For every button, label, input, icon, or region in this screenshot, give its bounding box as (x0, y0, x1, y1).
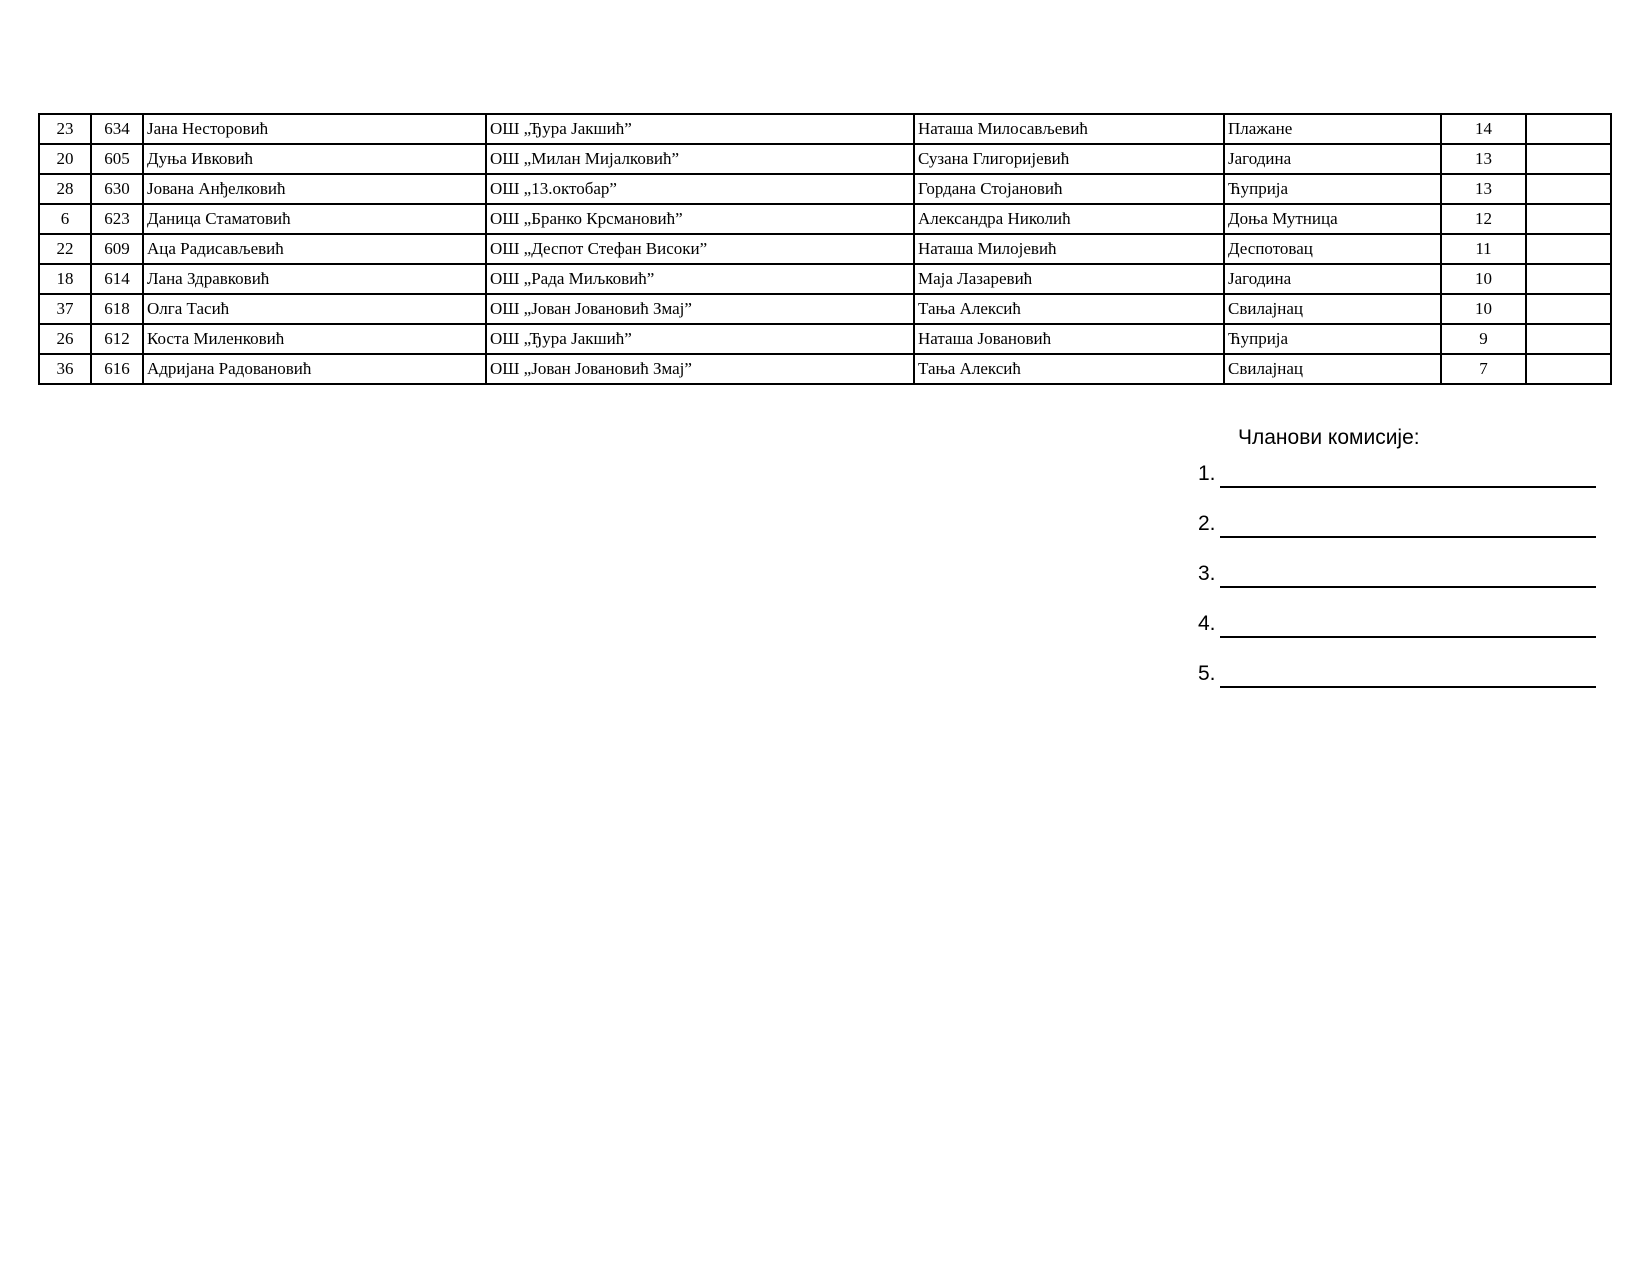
cell-points: 12 (1441, 204, 1526, 234)
signature-line (1198, 658, 1608, 688)
table-row (39, 294, 1611, 324)
cell-rank: 26 (39, 324, 91, 354)
cell-school: ОШ „Милан Мијалковић” (486, 144, 914, 174)
cell-place: Јагодина (1224, 144, 1441, 174)
cell-note (1526, 234, 1611, 264)
cell-rank: 36 (39, 354, 91, 384)
cell-note (1526, 324, 1611, 354)
cell-student-name: Даница Стаматовић (143, 204, 486, 234)
results-table (38, 113, 1612, 385)
cell-student-name: Олга Тасић (143, 294, 486, 324)
cell-school: ОШ „Ђура Јакшић” (486, 114, 914, 144)
cell-place: Свилајнац (1224, 294, 1441, 324)
cell-note (1526, 144, 1611, 174)
cell-rank: 23 (39, 114, 91, 144)
cell-school: ОШ „Јован Јовановић Змај” (486, 294, 914, 324)
cell-teacher: Александра Николић (914, 204, 1224, 234)
cell-teacher: Наташа Милосављевић (914, 114, 1224, 144)
cell-school: ОШ „Јован Јовановић Змај” (486, 354, 914, 384)
cell-rank: 6 (39, 204, 91, 234)
table-row (39, 354, 1611, 384)
signature-number: 5. (1198, 662, 1216, 685)
cell-place: Деспотовац (1224, 234, 1441, 264)
cell-place: Свилајнац (1224, 354, 1441, 384)
cell-code: 618 (91, 294, 143, 324)
signature-number: 2. (1198, 512, 1216, 535)
table-body (39, 114, 1611, 384)
cell-points: 10 (1441, 264, 1526, 294)
cell-rank: 28 (39, 174, 91, 204)
cell-teacher: Сузана Глигоријевић (914, 144, 1224, 174)
cell-teacher: Маја Лазаревић (914, 264, 1224, 294)
cell-code: 630 (91, 174, 143, 204)
cell-note (1526, 264, 1611, 294)
cell-code: 609 (91, 234, 143, 264)
signature-rule (1220, 536, 1596, 538)
table-row (39, 114, 1611, 144)
table-row (39, 204, 1611, 234)
cell-student-name: Дуња Ивковић (143, 144, 486, 174)
cell-code: 623 (91, 204, 143, 234)
signature-rule (1220, 636, 1596, 638)
cell-teacher: Наташа Милојевић (914, 234, 1224, 264)
table-row (39, 144, 1611, 174)
cell-points: 7 (1441, 354, 1526, 384)
signature-rule (1220, 686, 1596, 688)
cell-school: ОШ „Ђура Јакшић” (486, 324, 914, 354)
cell-code: 612 (91, 324, 143, 354)
cell-school: ОШ „Деспот Стефан Високи” (486, 234, 914, 264)
cell-points: 13 (1441, 144, 1526, 174)
cell-student-name: Лана Здравковић (143, 264, 486, 294)
signature-line (1198, 608, 1608, 638)
cell-student-name: Јована Анђелковић (143, 174, 486, 204)
cell-student-name: Аца Радисављевић (143, 234, 486, 264)
cell-rank: 18 (39, 264, 91, 294)
cell-school: ОШ „Рада Миљковић” (486, 264, 914, 294)
cell-rank: 22 (39, 234, 91, 264)
signature-line (1198, 458, 1608, 488)
cell-points: 11 (1441, 234, 1526, 264)
cell-note (1526, 114, 1611, 144)
cell-teacher: Наташа Јовановић (914, 324, 1224, 354)
cell-points: 9 (1441, 324, 1526, 354)
cell-school: ОШ „Бранко Крсмановић” (486, 204, 914, 234)
cell-teacher: Тања Алексић (914, 294, 1224, 324)
signature-rule (1220, 486, 1596, 488)
table-row (39, 264, 1611, 294)
cell-code: 614 (91, 264, 143, 294)
cell-student-name: Адријана Радовановић (143, 354, 486, 384)
cell-student-name: Коста Миленковић (143, 324, 486, 354)
signature-line (1198, 558, 1608, 588)
cell-note (1526, 354, 1611, 384)
cell-teacher: Тања Алексић (914, 354, 1224, 384)
cell-teacher: Гордана Стојановић (914, 174, 1224, 204)
cell-code: 616 (91, 354, 143, 384)
signature-number: 4. (1198, 612, 1216, 635)
commission-title: Чланови комисије: (1238, 426, 1420, 449)
cell-school: ОШ „13.октобар” (486, 174, 914, 204)
cell-points: 14 (1441, 114, 1526, 144)
cell-place: Јагодина (1224, 264, 1441, 294)
cell-rank: 37 (39, 294, 91, 324)
table-row (39, 324, 1611, 354)
cell-place: Доња Мутница (1224, 204, 1441, 234)
cell-place: Ћуприја (1224, 324, 1441, 354)
cell-note (1526, 294, 1611, 324)
cell-points: 13 (1441, 174, 1526, 204)
cell-student-name: Јана Несторовић (143, 114, 486, 144)
cell-place: Ћуприја (1224, 174, 1441, 204)
cell-code: 634 (91, 114, 143, 144)
cell-points: 10 (1441, 294, 1526, 324)
cell-place: Плажане (1224, 114, 1441, 144)
cell-code: 605 (91, 144, 143, 174)
cell-rank: 20 (39, 144, 91, 174)
table-row (39, 234, 1611, 264)
signature-number: 1. (1198, 462, 1216, 485)
signature-number: 3. (1198, 562, 1216, 585)
cell-note (1526, 174, 1611, 204)
signature-line (1198, 508, 1608, 538)
signature-rule (1220, 586, 1596, 588)
cell-note (1526, 204, 1611, 234)
table-row (39, 174, 1611, 204)
